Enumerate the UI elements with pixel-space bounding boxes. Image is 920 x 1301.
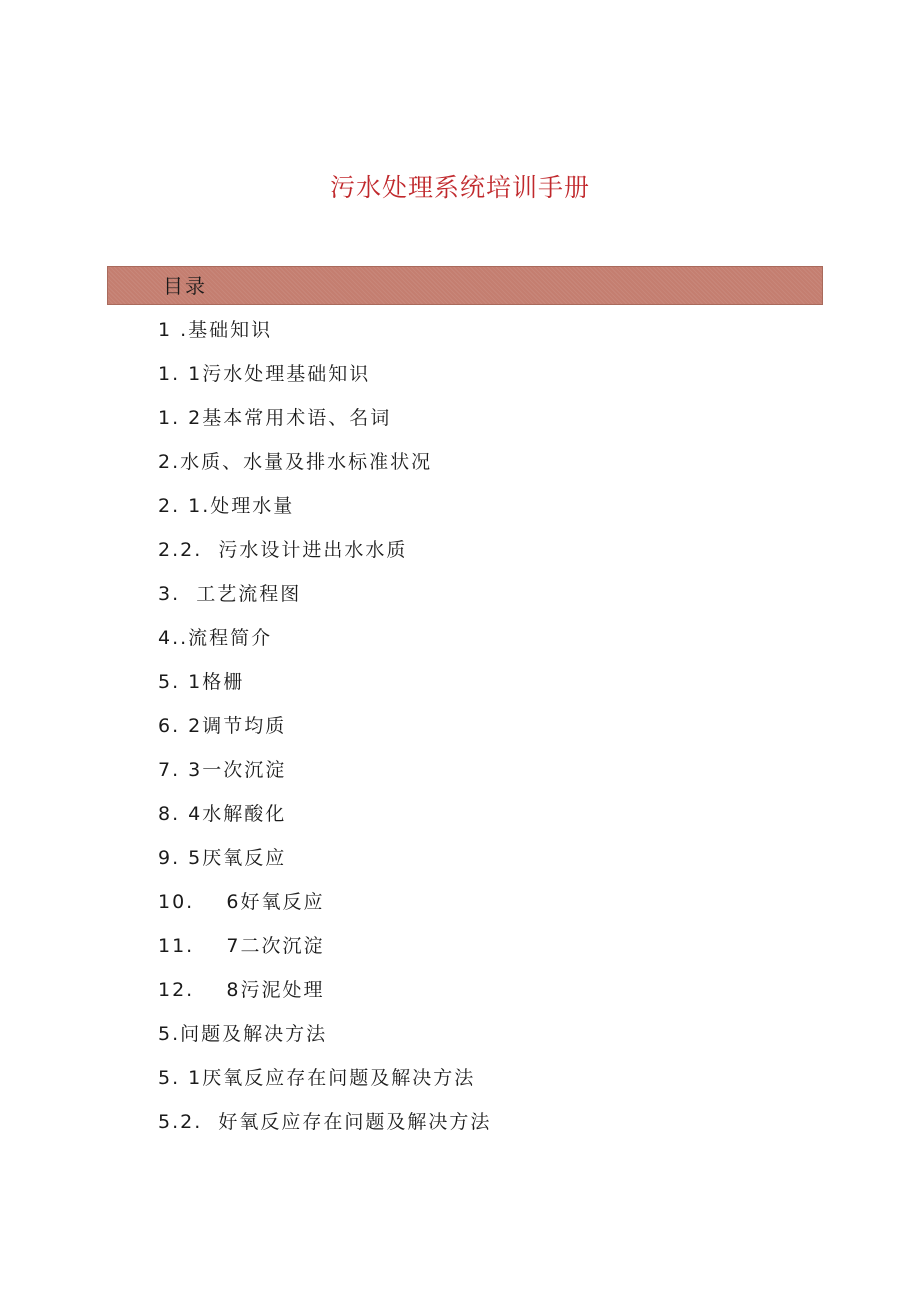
toc-item[interactable]: 2.2. 污水设计进出水水质 xyxy=(158,539,408,561)
toc-item[interactable]: 5. 1格栅 xyxy=(158,671,245,693)
toc-item[interactable]: 6. 2调节均质 xyxy=(158,715,287,737)
toc-list xyxy=(158,316,491,1152)
toc-item[interactable]: 5.问题及解决方法 xyxy=(158,1023,328,1045)
toc-header-bar xyxy=(107,266,823,305)
toc-item[interactable]: 2. 1.处理水量 xyxy=(158,495,295,517)
toc-item[interactable]: 1 .基础知识 xyxy=(158,319,273,341)
toc-item[interactable]: 5.2. 好氧反应存在问题及解决方法 xyxy=(158,1111,492,1133)
toc-item[interactable]: 7. 3一次沉淀 xyxy=(158,759,287,781)
document-title: 污水处理系统培训手册 xyxy=(329,173,590,202)
toc-item[interactable]: 8. 4水解酸化 xyxy=(158,803,287,825)
toc-item[interactable]: 1. 2基本常用术语、名词 xyxy=(158,407,392,429)
toc-item[interactable]: 9. 5厌氧反应 xyxy=(158,847,287,869)
toc-item[interactable]: 12. 8污泥处理 xyxy=(158,979,325,1001)
toc-item[interactable]: 4..流程简介 xyxy=(158,627,273,649)
toc-item[interactable]: 5. 1厌氧反应存在问题及解决方法 xyxy=(158,1067,476,1089)
toc-item[interactable]: 11. 7二次沉淀 xyxy=(158,935,325,957)
toc-header-label: 目录 xyxy=(163,274,207,298)
toc-item[interactable]: 1. 1污水处理基础知识 xyxy=(158,363,371,385)
toc-item[interactable]: 3. 工艺流程图 xyxy=(158,583,302,605)
toc-item[interactable]: 2.水质、水量及排水标准状况 xyxy=(158,451,433,473)
toc-item[interactable]: 10. 6好氧反应 xyxy=(158,891,325,913)
